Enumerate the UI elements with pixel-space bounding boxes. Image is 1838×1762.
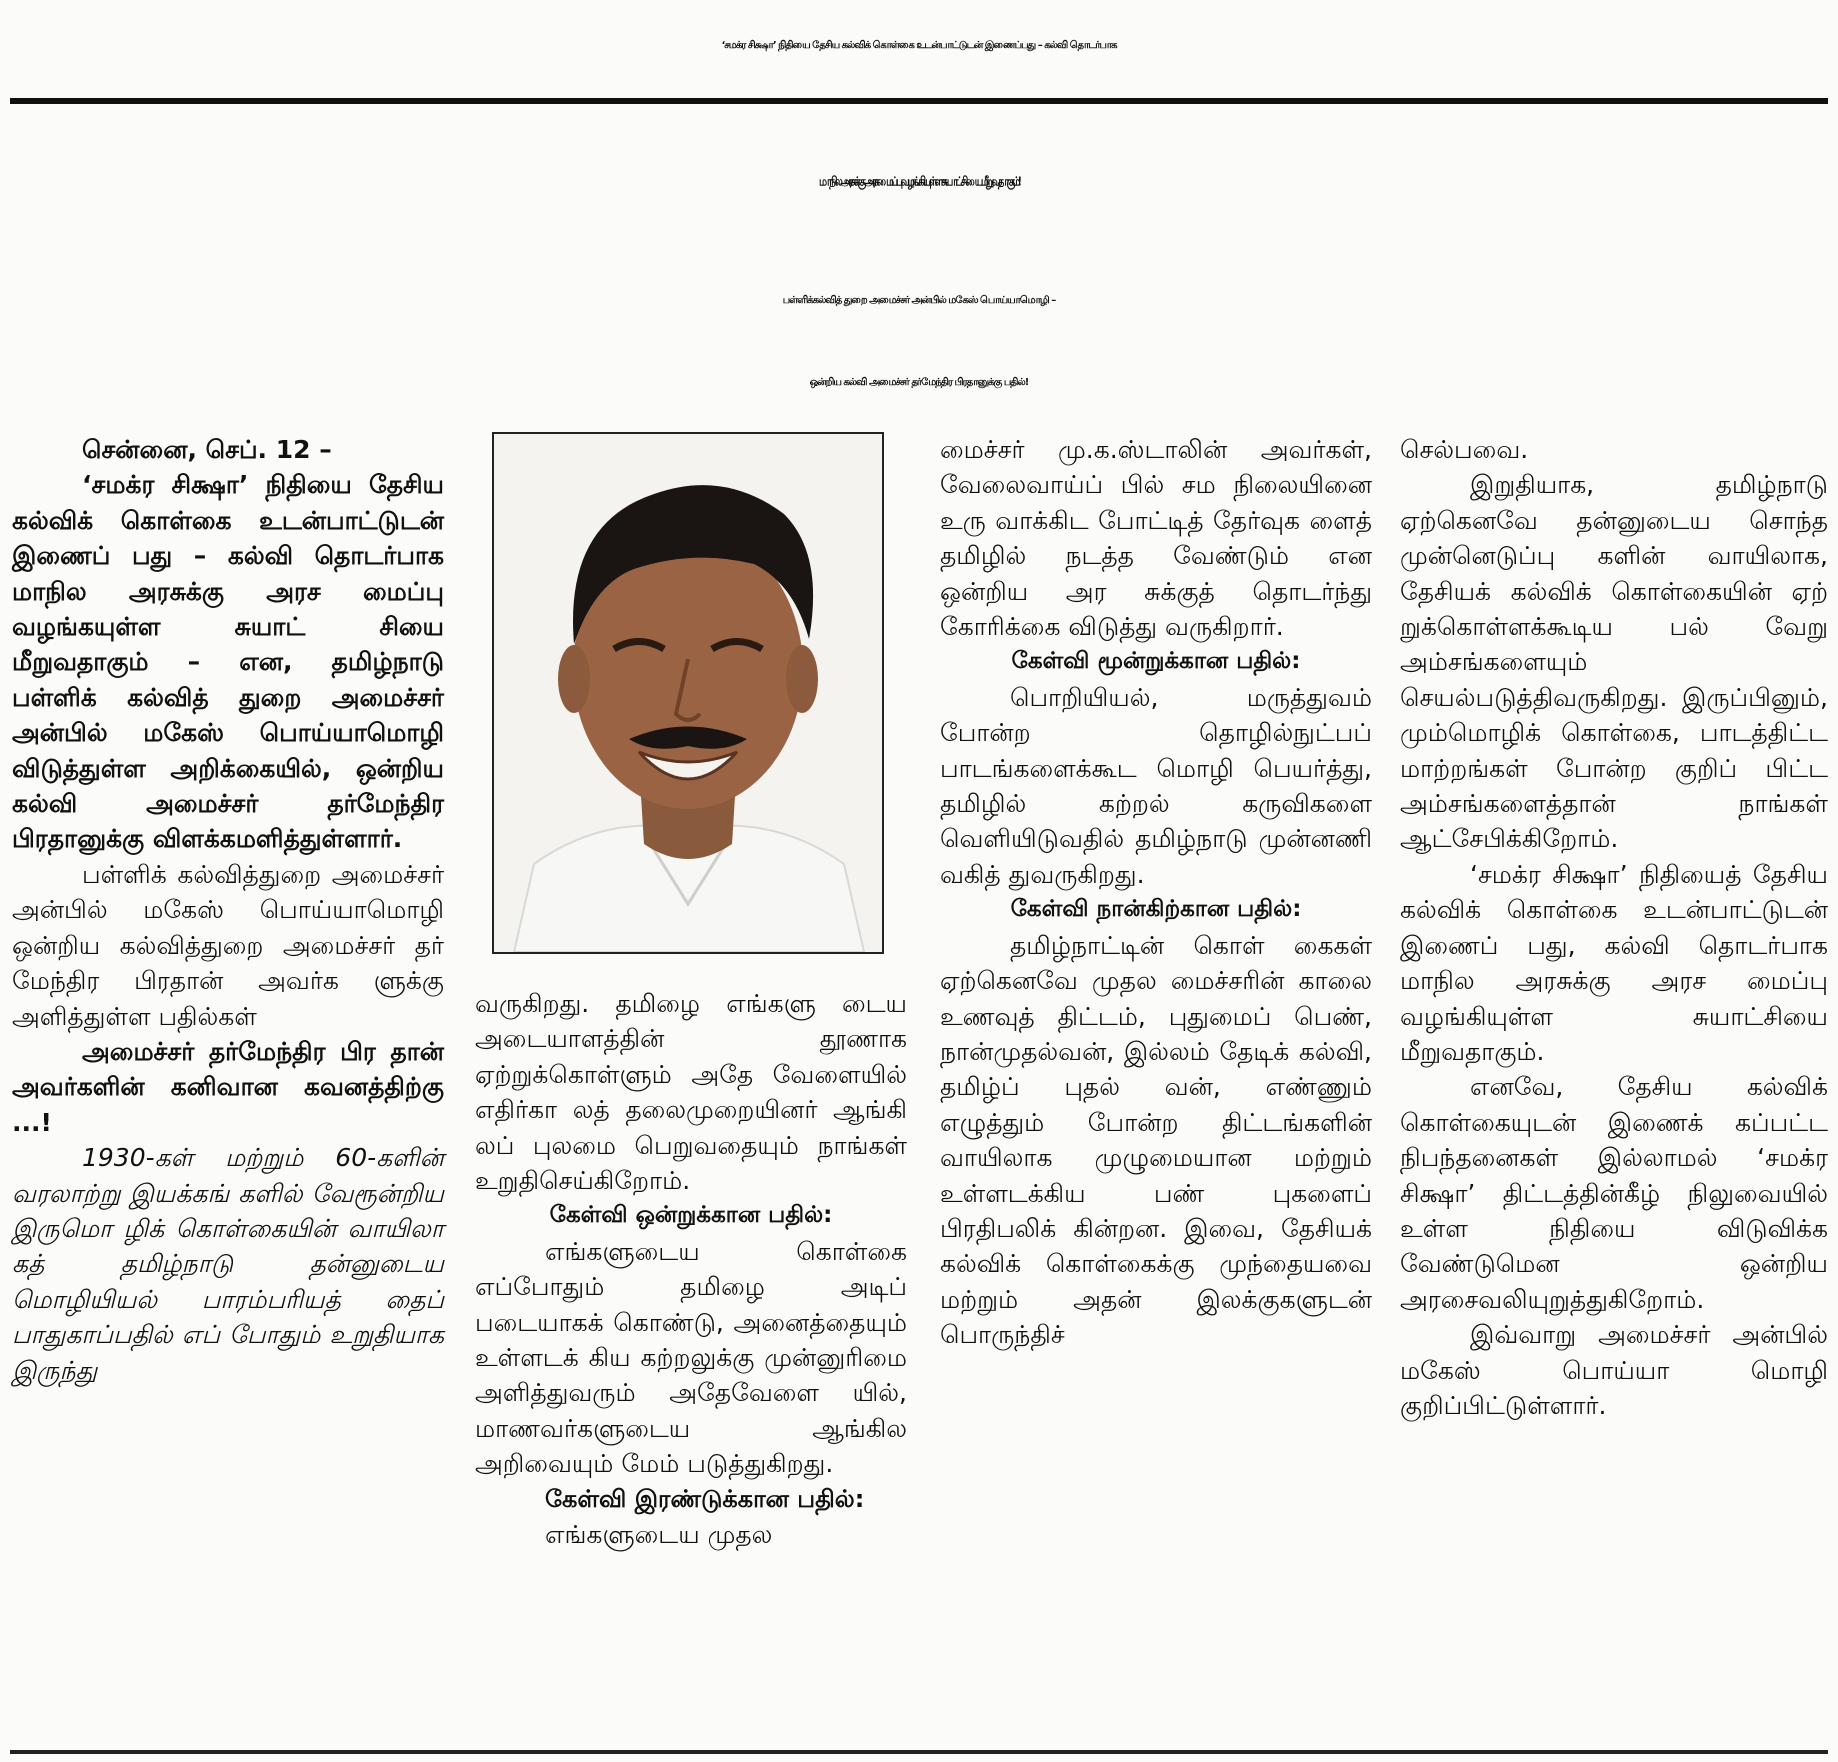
- paragraph: செல்பவை.: [1400, 435, 1529, 464]
- article-column-2: [475, 986, 907, 1553]
- subheadline-line-2: ஒன்றிய கல்வி அமைச்சர் தர்மேந்திர பிரதானுக்கு பதில்!: [809, 377, 1029, 388]
- bottom-divider: [10, 1750, 1828, 1754]
- paragraph: 1930-கள் மற்றும் 60-களின் வரலாற்று இயக்கங் களில் வேரூன்றிய இருமொ ழிக் கொள்கையின் வாயிலா கத் தமிழ்நாடு தன்னுடைய மொழியியல் பாரம்பரியத் தைப் பாதுகாப்பதில் எப் போதும் உறுதியாக இருந்து: [12, 1143, 444, 1385]
- article-column-1: [12, 432, 444, 1388]
- paragraph: எனவே, தேசிய கல்விக் கொள்கையுடன் இணைக் கப்பட்ட நிபந்தனைகள் இல்லாமல் ‘சமக்ர சிக்ஷா’ திட்டத்தின்கீழ் நிலுவையில் உள்ள நிதியை விடுவிக்க வேண்டுமென ஒன்றிய அரசைவலியுறுத்துகிறோம்.: [1400, 1072, 1828, 1314]
- article-column-3: [940, 432, 1372, 1353]
- question-heading: கேள்வி ஒன்றுக்கான பதில்:: [549, 1202, 833, 1229]
- paragraph: எங்களுடைய முதல: [545, 1520, 773, 1550]
- paragraph: பொறியியல், மருத்துவம் போன்ற தொழில்நுட்பப் பாடங்களைக்கூட மொழி பெயர்த்து, தமிழில் கற்றல் கருவிகளை வெளியிடுவதில் தமிழ்நாடு முன்னணி வகித் துவருகிறது.: [940, 682, 1372, 889]
- lead-paragraph: ‘சமக்ர சிக்ஷா’ நிதியை தேசிய கல்விக் கொள்கை உடன்பாட்டுடன் இணைப் பது – கல்வி தொடர்பாக மாநில அரசுக்கு அரச மைப்பு வழங்கயுள்ள சுயாட் சியை மீறுவதாகும் – என, தமிழ்நாடு பள்ளிக் கல்வித் துறை அமைச்சர் அன்பில் மகேஸ் பொய்யாமொழி விடுத்துள்ள அறிக்கையில், ஒன்றிய கல்வி அமைச்சர் தர்மேந்திர பிரதானுக்கு விளக்கமளித்துள்ளார்.: [12, 470, 444, 854]
- paragraph: ‘சமக்ர சிக்ஷா’ நிதியைத் தேசிய கல்விக் கொள்கை உடன்பாட்டுடன் இணைப் பது, கல்வி தொடர்பாக மாநில அரசுக்கு அரச மைப்பு வழங்கியுள்ள சுயாட்சியை மீறுவதாகும்.: [1400, 859, 1828, 1066]
- question-heading: கேள்வி மூன்றுக்கான பதில்:: [1011, 648, 1301, 675]
- kicker-headline: ‘சமக்ர சிக்ஷா’ நிதியை தேசிய கல்விக் கொள்கை உடன்பாட்டுடன் இணைப்பது – கல்வி தொடர்பாக: [721, 40, 1117, 51]
- paragraph: எங்களுடைய கொள்கை எப்போதும் தமிழை அடிப் படையாகக் கொண்டு, அனைத்தையும் உள்ளடக் கிய கற்றலுக்கு முன்னுரிமை அளித்துவரும் அதேவேளை யில், மாணவர்களுடைய ஆங்கில அறிவையும் மேம் படுத்துகிறது.: [475, 1236, 907, 1479]
- paragraph: மைச்சர் மு.க.ஸ்டாலின் அவர்கள், வேலைவாய்ப் பில் சம நிலையினை உரு வாக்கிட போட்டித் தேர்வுக ளைத் தமிழில் நடத்த வேண்டும் என ஒன்றிய அர சுக்குத் தொடர்ந்து கோரிக்கை விடுத்து வருகிறார்.: [940, 435, 1372, 642]
- paragraph: இறுதியாக, தமிழ்நாடு ஏற்கெனவே தன்னுடைய சொந்த முன்னெடுப்பு களின் வாயிலாக, தேசியக் கல்விக் கொள்கையின் ஏற் றுக்கொள்ளக்கூடிய பல் வேறு அம்சங்களையும் செயல்படுத்திவருகிறது. இருப்பினும், மும்மொழிக் கொள்கை, பாடத்திட்ட மாற்றங்கள் போன்ற குறிப் பிட்ட அம்சங்களைத்தான் நாங்கள் ஆட்சேபிக்கிறோம்.: [1400, 470, 1828, 854]
- main-headline: மாநில அரசுக்கு அரசமைப்பு வழங்கியுள்ள சுயாட்சியை மீறுவதாகும்!: [818, 175, 1020, 190]
- question-heading: கேள்வி நான்கிற்கான பதில்:: [1010, 896, 1302, 923]
- paragraph: தமிழ்நாட்டின் கொள் கைகள் ஏற்கெனவே முதல மைச்சரின் காலை உணவுத் திட்டம், புதுமைப் பெண், நான்முதல்வன், இல்லம் தேடிக் கல்வி, தமிழ்ப் புதல் வன், எண்ணும் எழுத்தும் போன்ற திட்டங்களின் வாயிலாக முழுமையான மற்றும் உள்ளடக்கிய பண் புகளைப் பிரதிபலிக் கின்றன. இவை, தேசியக் கல்விக் கொள்கைக்கு முந்தையவை மற்றும் அதன் இலக்குகளுடன் பொருந்திச்: [940, 930, 1372, 1350]
- minister-photo: [492, 432, 884, 954]
- salutation: அமைச்சர் தர்மேந்திர பிர தான் அவர்களின் கனிவான கவனத்திற்கு ...!: [12, 1036, 444, 1137]
- paragraph: பள்ளிக் கல்வித்துறை அமைச்சர் அன்பில் மகேஸ் பொய்யாமொழி ஒன்றிய கல்வித்துறை அமைச்சர் தர் மேந்திர பிரதான் அவர்க ளுக்கு அளித்துள்ள பதில்கள்: [12, 859, 444, 1031]
- paragraph: இவ்வாறு அமைச்சர் அன்பில் மகேஸ் பொய்யா மொழி குறிப்பிட்டுள்ளார்.: [1400, 1320, 1828, 1420]
- portrait-illustration: [494, 434, 882, 952]
- subheadline-line-1: பள்ளிக்கல்வித் துறை அமைச்சர் அன்பில் மகேஸ் பொய்யாமொழி –: [782, 295, 1056, 306]
- article-column-4: [1400, 432, 1828, 1423]
- dateline: சென்னை, செப். 12 –: [82, 435, 332, 464]
- paragraph: வருகிறது. தமிழை எங்களு டைய அடையாளத்தின் தூணாக ஏற்றுக்கொள்ளும் அதே வேளையில் எதிர்கா லத் தலைமுறையினர் ஆங்கி லப் புலமை பெறுவதையும் நாங்கள் உறுதிசெய்கிறோம்.: [475, 989, 907, 1196]
- question-heading: கேள்வி இரண்டுக்கான பதில்:: [545, 1484, 865, 1513]
